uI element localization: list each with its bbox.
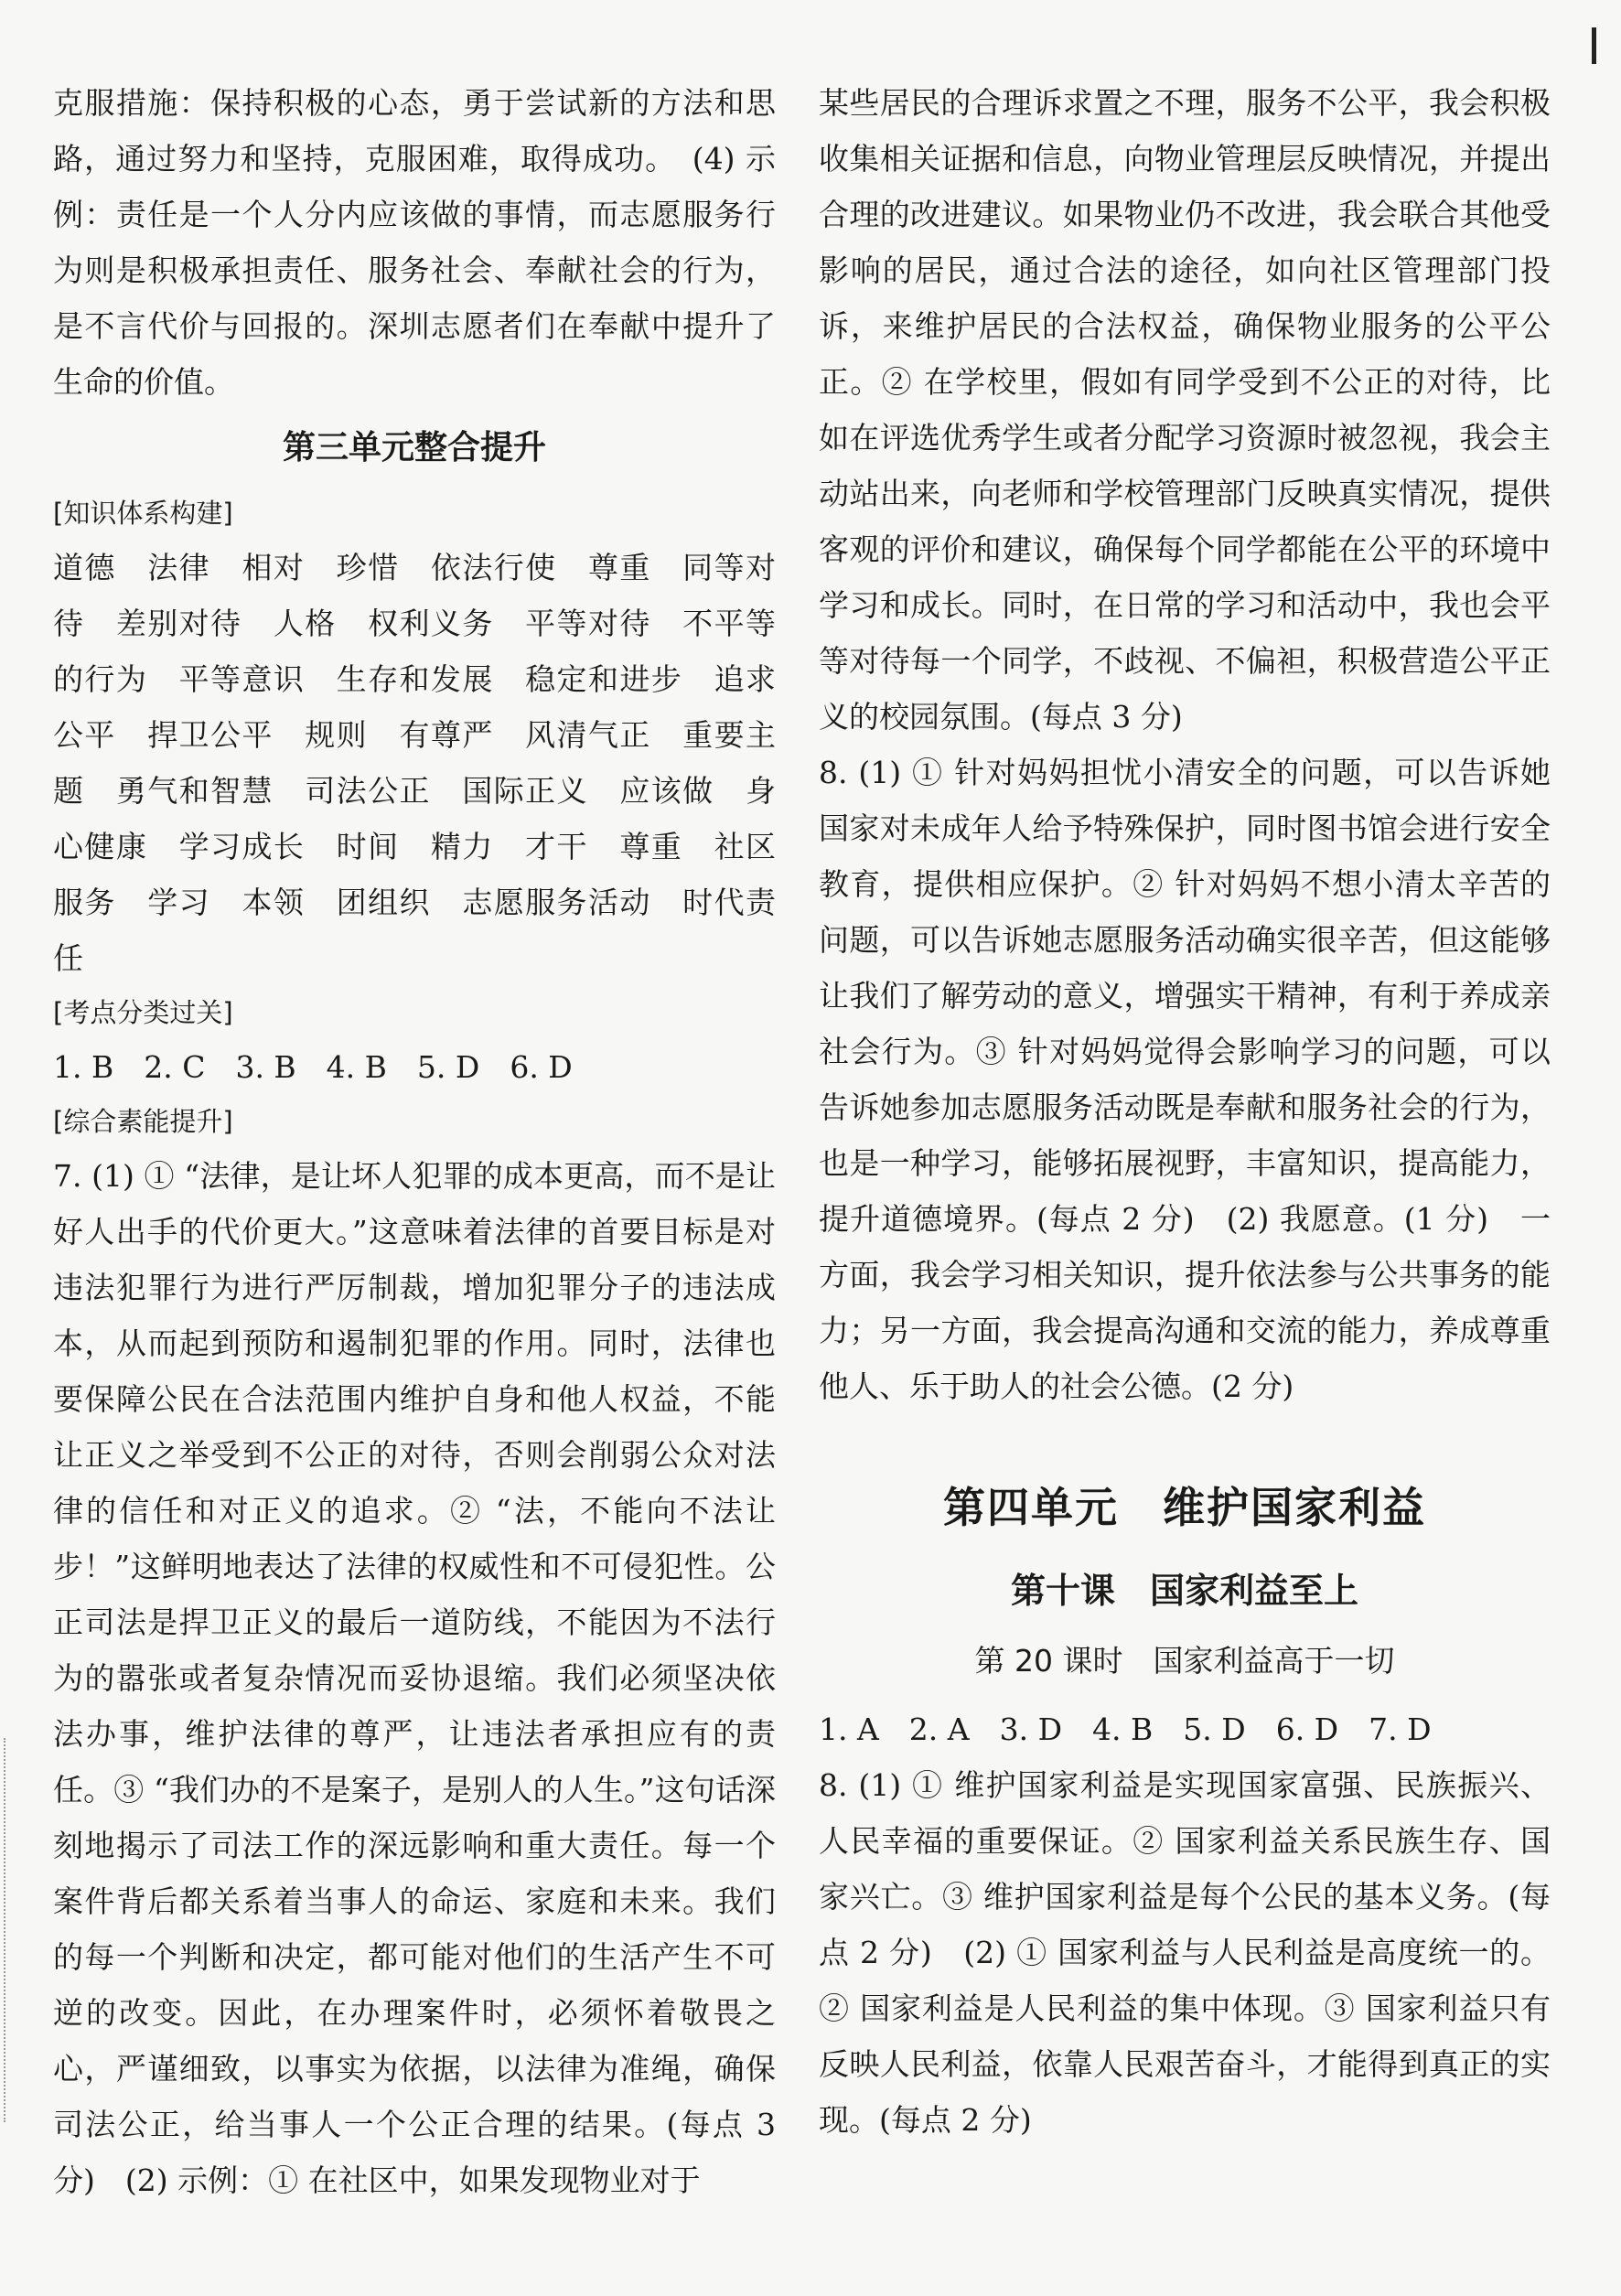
question-8b-text: 8. (1) ① 维护国家利益是实现国家富强、民族振兴、人民幸福的重要保证。② 国家利益关系民族生存、国家兴亡。③ 维护国家利益是每个公民的基本义务。(每点 2 分) (2) ① 国家利益与人民利益是高度统一的。② 国家利益是人民利益的集中体现。③ 国家利益只有反映人民利益，依靠人民艰苦奋斗，才能得到真正的实现。(每点 2 分): [819, 1767, 1551, 2138]
section-exam: [考点分类过关]: [53, 997, 233, 1028]
lesson10-title: 第十课 国家利益至上: [1010, 1571, 1358, 1611]
intro-paragraph: 克服措施：保持积极的心态，勇于尝试新的方法和思路，通过努力和坚持，克服困难，取得成功。 (4) 示例：责任是一个人分内应该做的事情，而志愿服务行为则是积极承担责任、服务社会、奉献社会的行为，是不言代价与回报的。深圳志愿者们在奉献中提升了生命的价值。: [53, 85, 776, 400]
question-7-continued: 某些居民的合理诉求置之不理，服务不公平，我会积极收集相关证据和信息，向物业管理层反映情况，并提出合理的改进建议。如果物业仍不改进，我会联合其他受影响的居民，通过合法的途径，如向社区管理部门投诉，来维护居民的合法权益，确保物业服务的公平公正。② 在学校里，假如有同学受到不公正的对待，比如在评选优秀学生或者分配学习资源时被忽视，我会主动站出来，向老师和学校管理部门反映真实情况，提供客观的评价和建议，确保每个同学都能在公平的环境中学习和成长。同时，在日常的学习和活动中，我也会平等对待每一个同学，不歧视、不偏袒，积极营造公平正义的校园氛围。(每点 3 分): [819, 85, 1551, 735]
exam-answers: 1. B 2. C 3. B 4. B 5. D 6. D: [53, 1049, 573, 1085]
page-edge-bar: [1592, 27, 1596, 64]
question-7-text: 7. (1) ① “法律，是让坏人犯罪的成本更高，而不是让好人出手的代价更大。”这意味着法律的首要目标是对违法犯罪行为进行严厉制裁，增加犯罪分子的违法成本，从而起到预防和遏制犯罪的作用。同时，法律也要保障公民在合法范围内维护自身和他人权益，不能让正义之举受到不公正的对待，否则会削弱公众对法律的信任和对正义的追求。② “法，不能向不法让步！”这鲜明地表达了法律的权威性和不可侵犯性。公正司法是捍卫正义的最后一道防线，不能因为不法行为的嚣张或者复杂情况而妥协退缩。我们必须坚决依法办事，维护法律的尊严，让违法者承担应有的责任。③ “我们办的不是案子，是别人的人生。”这句话深刻地揭示了司法工作的深远影响和重大责任。每一个案件背后都关系着当事人的命运、家庭和未来。我们的每一个判断和决定，都可能对他们的生活产生不可逆的改变。因此，在办理案件时，必须怀着敬畏之心，严谨细致，以事实为依据，以法律为准绳，确保司法公正，给当事人一个公正合理的结果。(每点 3 分) (2) 示例：① 在社区中，如果发现物业对于: [53, 1158, 776, 2198]
section-comprehensive: [综合素能提升]: [53, 1106, 233, 1137]
question-8-text: 8. (1) ① 针对妈妈担忧小清安全的问题，可以告诉她国家对未成年人给予特殊保护，同时图书馆会进行安全教育，提供相应保护。② 针对妈妈不想小清太辛苦的问题，可以告诉她志愿服务活动确实很辛苦，但这能够让我们了解劳动的意义，增强实干精神，有利于养成亲社会行为。③ 针对妈妈觉得会影响学习的问题，可以告诉她参加志愿服务活动既是奉献和服务社会的行为，也是一种学习，能够拓展视野，丰富知识，提高能力，提升道德境界。(每点 2 分) (2) 我愿意。(1 分) 一方面，我会学习相关知识，提升依法参与公共事务的能力；另一方面，我会提高沟通和交流的能力，养成尊重他人、乐于助人的社会公德。(2 分): [819, 755, 1551, 1404]
unit4-title: 第四单元 维护国家利益: [943, 1483, 1426, 1532]
section-knowledge: [知识体系构建]: [53, 498, 233, 529]
period20-title: 第 20 课时 国家利益高于一切: [974, 1643, 1395, 1679]
unit3-title: 第三单元整合提升: [282, 429, 546, 467]
margin-marks: [4, 1738, 15, 2122]
knowledge-text: 道德 法律 相对 珍惜 依法行使 尊重 同等对待 差别对待 人格 权利义务 平等对待 不平等的行为 平等意识 生存和发展 稳定和进步 追求公平 捍卫公平 规则 有尊严 风清气正 重要主题 勇气和智慧 司法公正 国际正义 应该做 身心健康 学习成长 时间 精力 才干 尊重 社区服务 学习 本领 团组织 志愿服务活动 时代责任: [53, 550, 776, 976]
period20-answers: 1. A 2. A 3. D 4. B 5. D 6. D 7. D: [819, 1711, 1432, 1747]
left-column: [53, 75, 776, 2208]
right-column: [819, 75, 1551, 2148]
